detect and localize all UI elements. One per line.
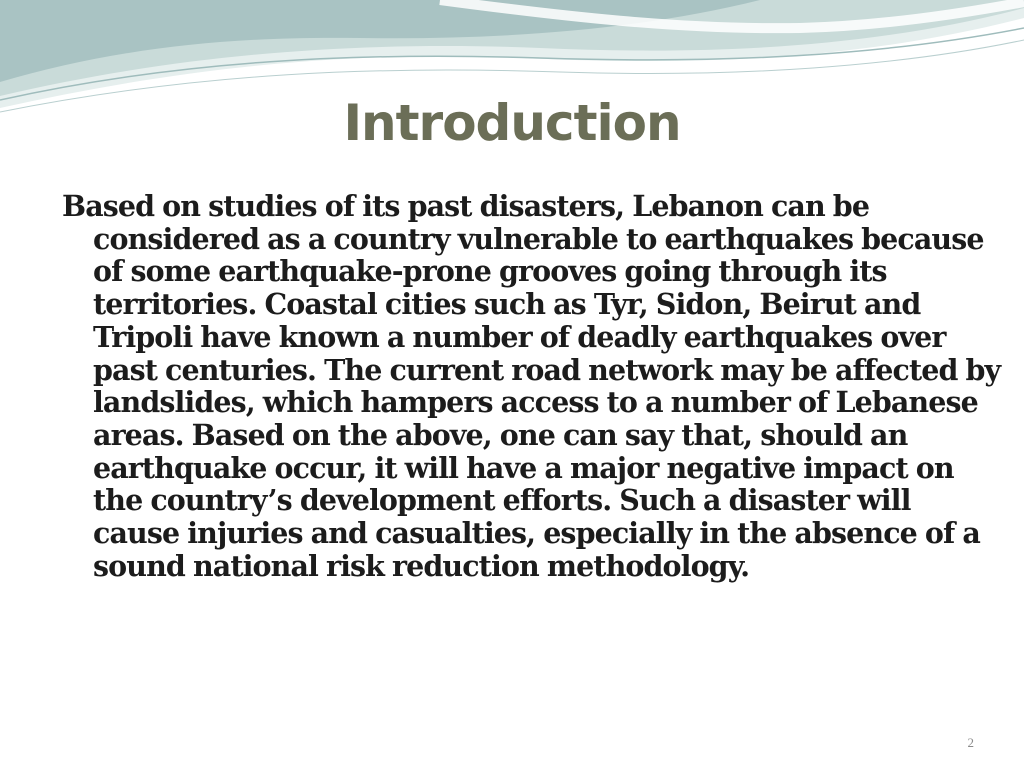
slide-title: Introduction: [343, 94, 681, 152]
page-number: 2: [967, 735, 974, 750]
body-paragraph: Based on studies of its past disasters, Lebanon can be considered as a country vulnerable to earthquakes because of some earthquake-prone grooves going through its territories. Coastal cities such as Tyr, Sidon, Beirut and Tripoli have known a number of deadly earthquakes over past centuries. The current road network may be affected by landslides, which hampers access to a number of Lebanese areas. Based on the above, one can say that, should an earthquake occur, it will have a major negative impact on the country’s development efforts. Such a disaster will cause injuries and casualties, especially in the absence of a sound national risk reduction methodology.: [62, 189, 1001, 583]
